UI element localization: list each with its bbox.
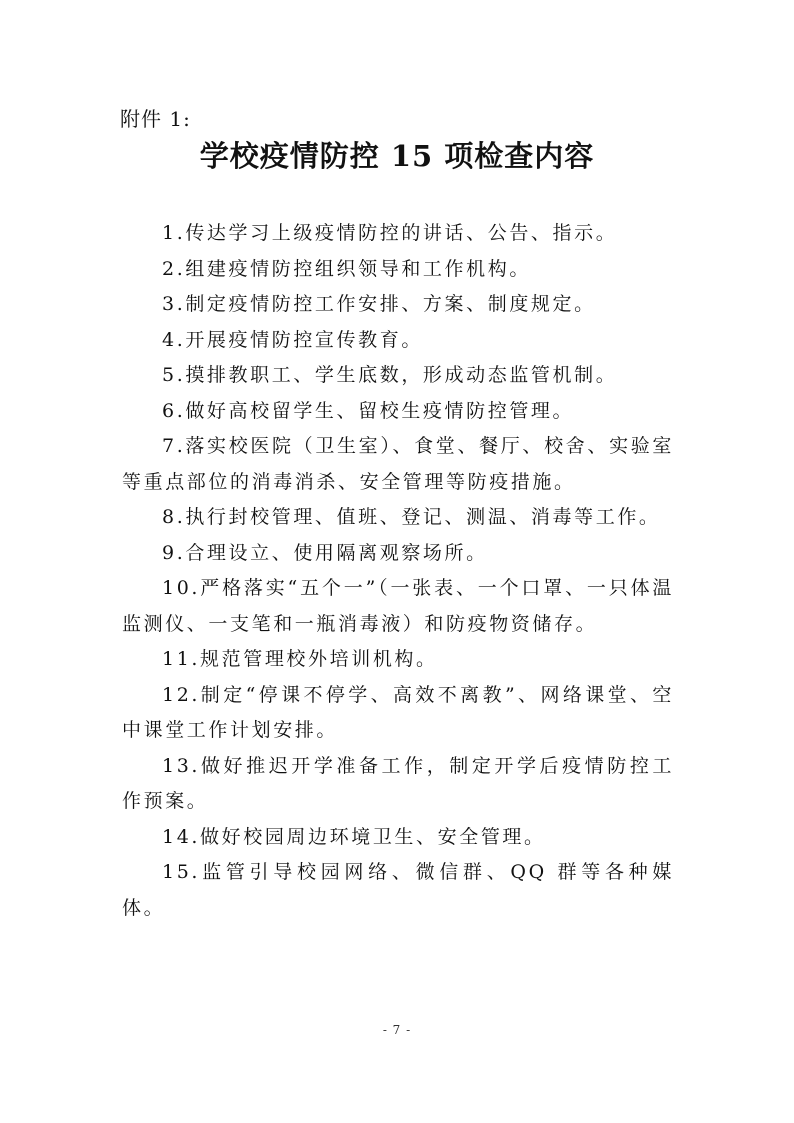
checklist-item-6: 6.做好高校留学生、留校生疫情防控管理。 bbox=[162, 399, 575, 422]
checklist-item-10: 10.严格落实“五个一”（一张表、一个口罩、一只体温监测仪、一支笔和一瓶消毒液）和防疫物资储存。 bbox=[122, 577, 674, 635]
checklist-item-2: 2.组建疫情防控组织领导和工作机构。 bbox=[162, 257, 531, 280]
checklist-item-11: 11.规范管理校外培训机构。 bbox=[162, 648, 438, 670]
checklist-item-8: 8.执行封校管理、值班、登记、测温、消毒等工作。 bbox=[162, 506, 661, 528]
document-title: 学校疫情防控 15 项检查内容 bbox=[199, 139, 595, 173]
checklist-item-9: 9.合理设立、使用隔离观察场所。 bbox=[162, 541, 488, 564]
attachment-label: 附件 1: bbox=[120, 107, 191, 131]
checklist-item-5: 5.摸排教职工、学生底数，形成动态监管机制。 bbox=[162, 364, 618, 386]
checklist-item-12: 12.制定“停课不停学、高效不离教”、网络课堂、空中课堂工作计划安排。 bbox=[122, 683, 674, 741]
checklist-item-13: 13.做好推迟开学准备工作，制定开学后疫情防控工作预案。 bbox=[122, 754, 674, 812]
checklist-item-3: 3.制定疫情防控工作安排、方案、制度规定。 bbox=[162, 293, 596, 315]
checklist-item-4: 4.开展疫情防控宣传教育。 bbox=[162, 328, 423, 351]
checklist-item-1: 1.传达学习上级疫情防控的讲话、公告、指示。 bbox=[162, 222, 618, 244]
page-number: - 7 - bbox=[382, 1023, 412, 1037]
checklist-item-15: 15.监管引导校园网络、微信群、QQ 群等各种媒体。 bbox=[122, 861, 674, 919]
checklist bbox=[122, 216, 674, 926]
checklist-item-7: 7.落实校医院（卫生室）、食堂、餐厅、校舍、实验室等重点部位的消毒消杀、安全管理等防疫措施。 bbox=[122, 435, 674, 493]
checklist-item-14: 14.做好校园周边环境卫生、安全管理。 bbox=[162, 825, 546, 848]
